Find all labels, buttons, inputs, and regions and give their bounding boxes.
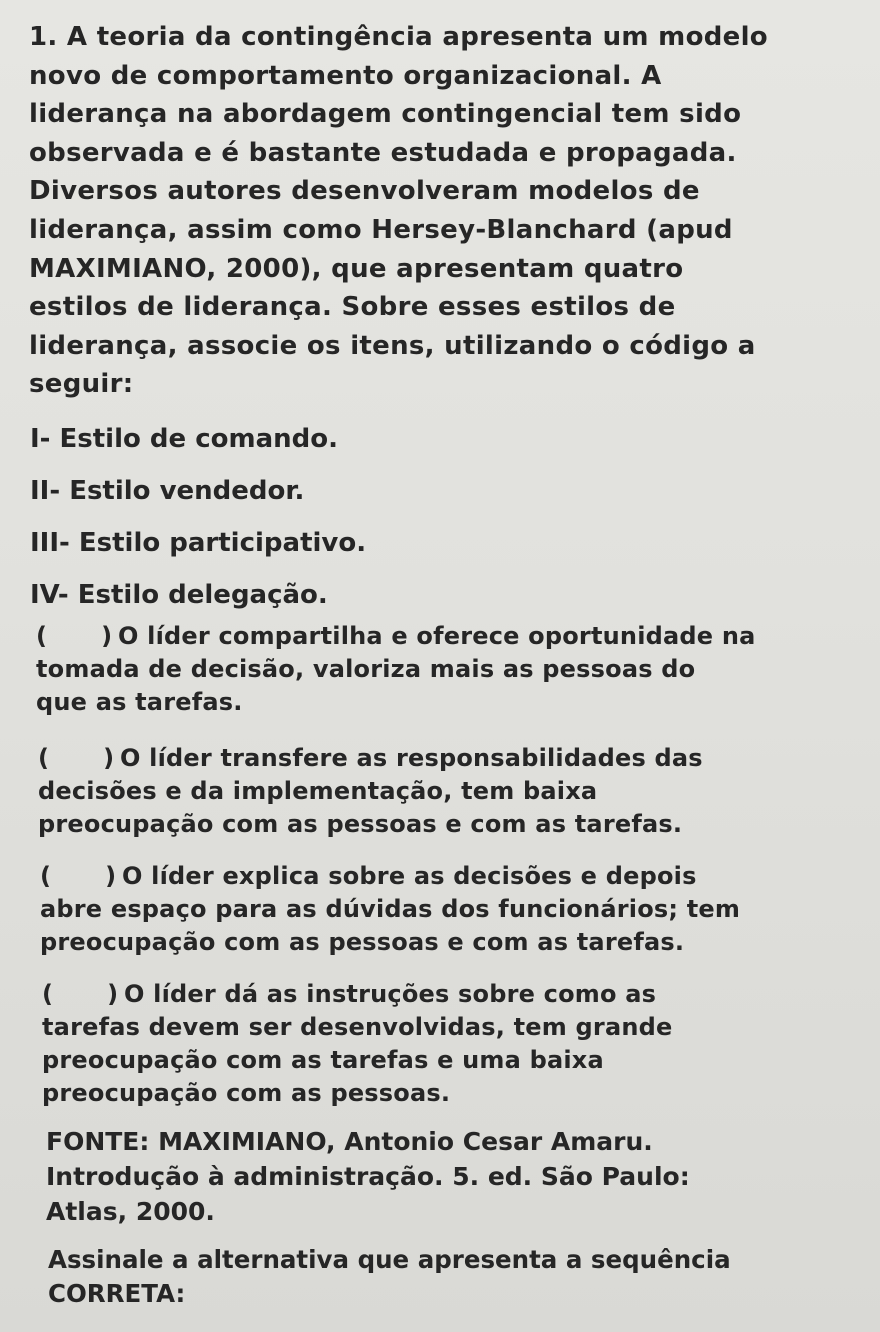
statement-first-line [40,860,870,893]
association-statement-1 [36,620,866,719]
question-statement [29,18,859,404]
blank-open-paren: ( [38,744,50,772]
source-citation [46,1124,846,1229]
statement-line: observada e é bastante estudada e propagada. [29,137,737,168]
statement-line: liderança na abordagem contingencial tem sido [29,99,742,130]
answer-blank[interactable] [42,978,124,1011]
prompt-line: Assinale a alternativa que apresenta a sequência [48,1245,731,1274]
statement-text: preocupação com as tarefas e uma baixa [42,1046,604,1074]
answer-prompt [48,1243,848,1311]
statement-line: novo de comportamento organizacional. A [29,60,662,91]
association-statement-3 [40,860,870,959]
statement-line: liderança, assim como Hersey-Blanchard (apud [29,214,733,245]
statement-text: preocupação com as pessoas. [42,1079,451,1107]
statement-text: preocupação com as pessoas e com as tarefas. [40,928,685,956]
association-statement-4 [42,978,872,1110]
statement-text: tomada de decisão, valoriza mais as pessoas do [36,655,696,683]
statement-text: O líder compartilha e oferece oportunidade na [118,622,756,650]
statement-text: O líder dá as instruções sobre como as [124,980,657,1008]
style-item-1: I- Estilo de comando. [30,424,338,454]
citation-line: FONTE: MAXIMIANO, Antonio Cesar Amaru. [46,1127,653,1156]
statement-first-line [38,742,868,775]
blank-close-paren: ) [103,744,115,772]
style-item-3: III- Estilo participativo. [30,528,367,558]
answer-blank[interactable] [40,860,122,893]
answer-blank[interactable] [38,742,120,775]
statement-text: que as tarefas. [36,688,243,716]
blank-open-paren: ( [40,862,52,890]
statement-first-line [42,978,872,1011]
statement-line: Diversos autores desenvolveram modelos de [29,176,700,207]
blank-close-paren: ) [101,622,113,650]
statement-text: decisões e da implementação, tem baixa [38,777,598,805]
blank-open-paren: ( [36,622,48,650]
statement-text: tarefas devem ser desenvolvidas, tem grande [42,1013,673,1041]
statement-text: O líder transfere as responsabilidades das [120,744,703,772]
statement-text: O líder explica sobre as decisões e depois [122,862,697,890]
style-item-2: II- Estilo vendedor. [30,476,305,506]
blank-open-paren: ( [42,980,54,1008]
statement-first-line [36,620,866,653]
blank-close-paren: ) [107,980,119,1008]
citation-line: Atlas, 2000. [46,1197,215,1226]
statement-line: seguir: [29,369,134,400]
prompt-line: CORRETA: [48,1279,186,1308]
answer-blank[interactable] [36,620,118,653]
statement-line: liderança, associe os itens, utilizando o código a [29,330,756,361]
statement-line: estilos de liderança. Sobre esses estilos de [29,292,676,323]
association-statement-2 [38,742,868,841]
style-item-4: IV- Estilo delegação. [30,580,328,610]
statement-text: abre espaço para as dúvidas dos funcionários; tem [40,895,741,923]
citation-line: Introdução à administração. 5. ed. São Paulo: [46,1162,690,1191]
statement-line: MAXIMIANO, 2000), que apresentam quatro [29,253,684,284]
statement-line: 1. A teoria da contingência apresenta um modelo [29,22,768,52]
blank-close-paren: ) [105,862,117,890]
statement-text: preocupação com as pessoas e com as tarefas. [38,810,683,838]
